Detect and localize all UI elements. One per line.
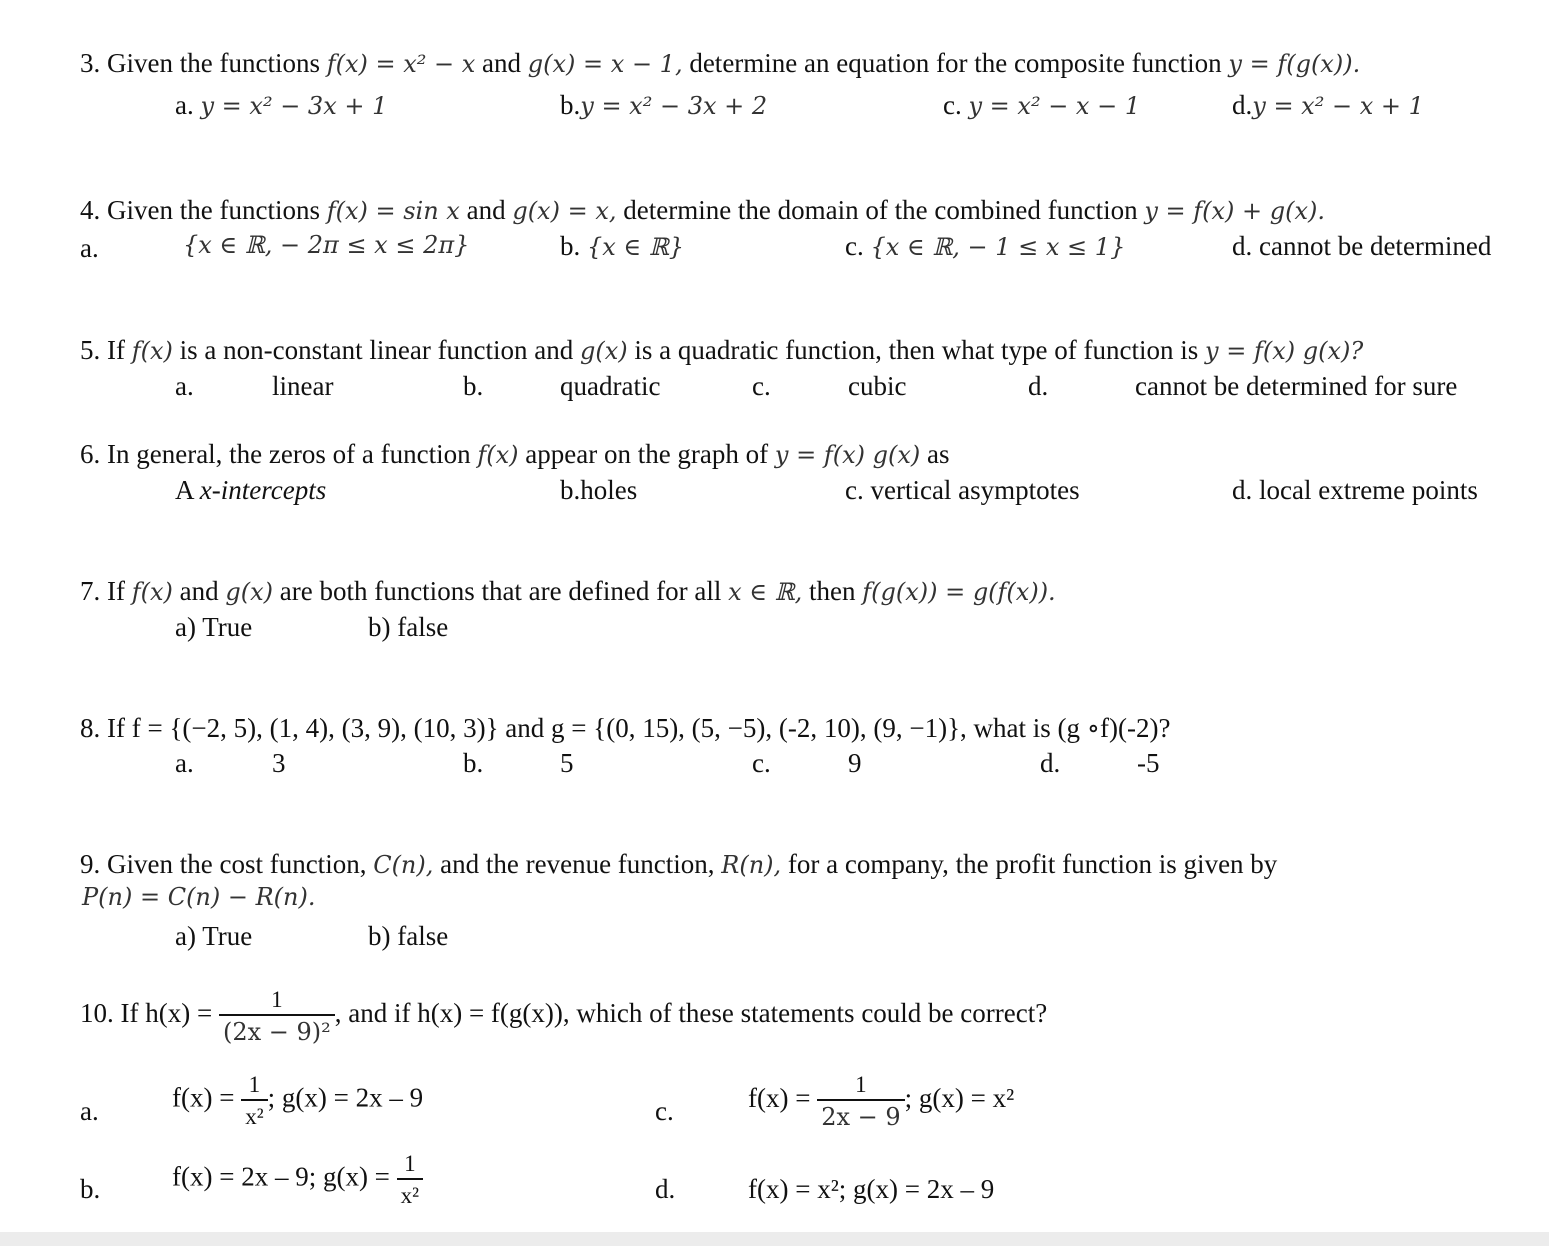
cost-expression: C(n), bbox=[373, 851, 434, 879]
f-expression: f(x) bbox=[131, 337, 173, 365]
option-c-label: c. bbox=[655, 1096, 674, 1126]
f-expression: f(x) = sin x bbox=[326, 197, 460, 225]
option-a-text: {x ∈ ℝ, − 2π ≤ x ≤ 2π} bbox=[183, 231, 470, 259]
option-b-label: b. bbox=[463, 371, 484, 401]
option-a[interactable]: linear bbox=[272, 371, 334, 401]
option-b[interactable]: b.y = x² − 3x + 2 bbox=[560, 90, 768, 120]
option-c[interactable]: c. {x ∈ ℝ, − 1 ≤ x ≤ 1} bbox=[845, 231, 1126, 261]
domain-expression: x ∈ ℝ, bbox=[728, 578, 803, 606]
option-c[interactable]: 9 bbox=[848, 748, 862, 778]
target-expression: f(g(x)) = g(f(x)). bbox=[862, 578, 1056, 606]
option-d[interactable]: d. cannot be determined bbox=[1232, 231, 1492, 261]
question-10-stem: 10. If h(x) = $\frac{1}{\text{(2x − 9)²}}$ , and if h(x) = f(g(x)), which of these statements could be correct? bbox=[80, 987, 1048, 1046]
g-expression: g(x) = x, bbox=[512, 197, 617, 225]
target-expression: y = f(x) + g(x). bbox=[1144, 197, 1326, 225]
option-a[interactable]: a. bbox=[80, 233, 99, 263]
question-number: 3. bbox=[80, 48, 101, 78]
option-c-label: c. bbox=[752, 748, 771, 778]
profit-expression: P(n) = C(n) − R(n). bbox=[82, 883, 316, 911]
g-expression: g(x) bbox=[580, 337, 628, 365]
option-a[interactable]: f(x) = $\frac{1}{\text{x²}}$ ; g(x) = 2x – 9 bbox=[172, 1072, 424, 1129]
option-c-label: c. bbox=[752, 371, 771, 401]
option-a[interactable]: 3 bbox=[272, 748, 286, 778]
target-expression: y = f(x) g(x) bbox=[774, 441, 921, 469]
option-b[interactable]: b) false bbox=[368, 612, 449, 642]
option-d[interactable]: f(x) = x²; g(x) = 2x – 9 bbox=[748, 1174, 995, 1204]
option-b[interactable]: f(x) = 2x – 9; g(x) = $\frac{1}{\text{x²}}$ bbox=[172, 1152, 423, 1207]
option-a-label: a. bbox=[175, 371, 194, 401]
option-a-label: a. bbox=[175, 748, 194, 778]
h-fraction: $\frac{1}{\text{(2x − 9)²}}$ bbox=[219, 988, 335, 1044]
f-expression: f(x) bbox=[131, 578, 173, 606]
option-d-label: d. bbox=[655, 1174, 676, 1204]
option-b[interactable]: b. {x ∈ ℝ} bbox=[560, 231, 685, 261]
option-b-label: b. bbox=[80, 1174, 101, 1204]
target-expression: y = f(x) g(x)? bbox=[1205, 337, 1364, 365]
g-expression: g(x) bbox=[225, 578, 273, 606]
option-c[interactable]: c. vertical asymptotes bbox=[845, 475, 1080, 505]
option-c[interactable]: cubic bbox=[848, 371, 907, 401]
question-number: 8. bbox=[80, 713, 101, 743]
option-b[interactable]: b) false bbox=[368, 921, 449, 951]
question-5-stem: 5. If f(x) is a non-constant linear function and g(x) is a quadratic function, then what type of function is y = f(x) g(x)? bbox=[80, 335, 1364, 365]
f-expression: f(x) bbox=[477, 441, 519, 469]
option-a[interactable]: a) True bbox=[175, 921, 253, 951]
option-d-label: d. bbox=[1040, 748, 1061, 778]
option-d[interactable]: -5 bbox=[1137, 748, 1160, 778]
option-b[interactable]: b.holes bbox=[560, 475, 638, 505]
question-7-stem: 7. If f(x) and g(x) are both functions that are defined for all x ∈ ℝ, then f(g(x)) = g(f(x)). bbox=[80, 576, 1056, 606]
g-expression: g(x) = x − 1, bbox=[527, 50, 683, 78]
question-6-stem: 6. In general, the zeros of a function f(x) appear on the graph of y = f(x) g(x) as bbox=[80, 439, 950, 469]
option-a[interactable]: A x-intercepts bbox=[175, 475, 327, 505]
target-expression: y = f(g(x)). bbox=[1228, 50, 1361, 78]
option-a[interactable]: a. y = x² − 3x + 1 bbox=[175, 90, 388, 120]
question-3-stem: 3. Given the functions f(x) = x² − x and g(x) = x − 1, determine an equation for the composite function y = f(g(x)). bbox=[80, 48, 1361, 78]
option-c[interactable]: f(x) = $\frac{1}{2x - 9}$ ; g(x) = x² bbox=[748, 1072, 1015, 1131]
option-d-label: d. bbox=[1028, 371, 1049, 401]
question-number: 4. bbox=[80, 195, 101, 225]
question-8-stem: 8. If f = {(−2, 5), (1, 4), (3, 9), (10, 3)} and g = {(0, 15), (5, −5), (-2, 10), (9, −1)}, what is (g ∘f)(-2)? bbox=[80, 713, 1171, 743]
page-bottom-edge bbox=[0, 1232, 1549, 1246]
option-b[interactable]: quadratic bbox=[560, 371, 661, 401]
question-9-stem: 9. Given the cost function, C(n), and the revenue function, R(n), for a company, the profit function is given by bbox=[80, 849, 1278, 879]
question-4-stem: 4. Given the functions f(x) = sin x and g(x) = x, determine the domain of the combined function y = f(x) + g(x). bbox=[80, 195, 1326, 225]
option-c[interactable]: c. y = x² − x − 1 bbox=[943, 90, 1141, 120]
f-expression: f(x) = x² − x bbox=[326, 50, 476, 78]
question-number: 10. bbox=[80, 998, 114, 1029]
option-a-label: a. bbox=[80, 1096, 99, 1126]
question-number: 9. bbox=[80, 849, 101, 879]
option-d[interactable]: d. local extreme points bbox=[1232, 475, 1478, 505]
question-number: 7. bbox=[80, 576, 101, 606]
option-b[interactable]: 5 bbox=[560, 748, 574, 778]
question-number: 6. bbox=[80, 439, 101, 469]
option-a[interactable]: a) True bbox=[175, 612, 253, 642]
option-d[interactable]: d.y = x² − x + 1 bbox=[1232, 90, 1424, 120]
revenue-expression: R(n), bbox=[721, 851, 782, 879]
option-b-label: b. bbox=[463, 748, 484, 778]
option-d[interactable]: cannot be determined for sure bbox=[1135, 371, 1458, 401]
question-number: 5. bbox=[80, 335, 101, 365]
